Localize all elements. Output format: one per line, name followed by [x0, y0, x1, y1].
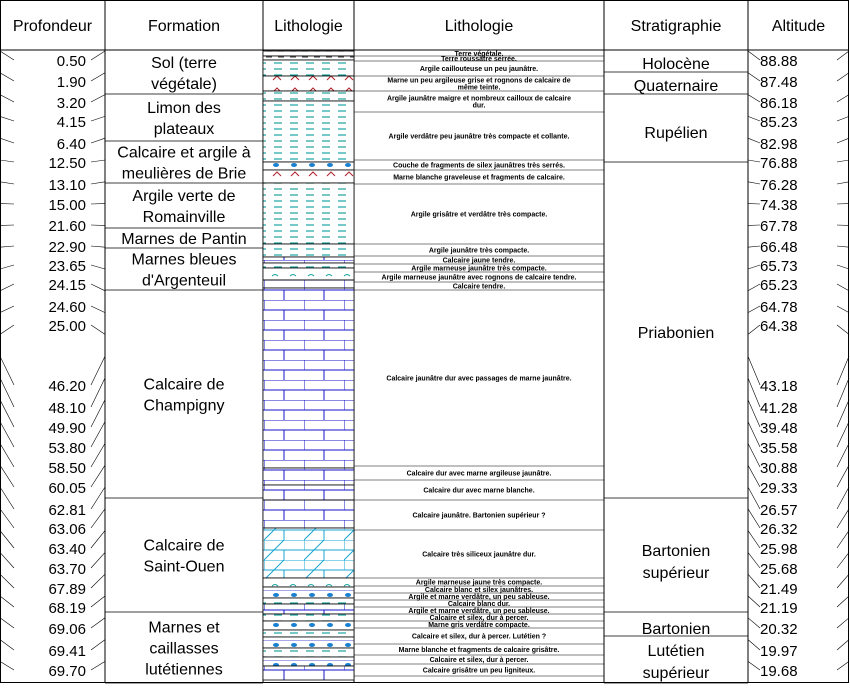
lithology-layer	[263, 630, 354, 637]
depth-tick	[0, 182, 14, 184]
depth-label: 69.70	[48, 663, 86, 680]
altitude-tick	[748, 116, 760, 121]
altitude-label: 82.98	[760, 136, 798, 153]
lithology-layer	[263, 485, 354, 500]
altitude-tick	[748, 509, 760, 528]
altitude-label: 87.48	[760, 74, 798, 91]
stratigraphy-name: supérieur	[642, 665, 710, 682]
altitude-tick	[748, 182, 760, 184]
depth-label: 58.50	[48, 460, 86, 477]
lithology-description: Argile jaunâtre très compacte.	[428, 247, 530, 255]
depth-tick	[0, 246, 14, 247]
altitude-tick	[748, 422, 760, 447]
altitude-label: 66.48	[760, 239, 798, 256]
altitude-tick	[748, 640, 760, 650]
depth-tick	[91, 640, 105, 650]
altitude-tick	[837, 182, 849, 184]
altitude-label: 65.23	[760, 277, 798, 294]
lithology-layer	[263, 528, 354, 578]
lithology-description: Calcaire très siliceux jaunâtre dur.	[422, 551, 536, 559]
formation-name: Calcaire de	[143, 376, 225, 394]
lithology-layer	[263, 183, 354, 244]
formation-name: d'Argenteuil	[142, 272, 226, 290]
depth-tick	[0, 509, 14, 528]
altitude-tick	[837, 640, 849, 650]
depth-label: 63.70	[48, 561, 86, 578]
altitude-tick	[837, 325, 849, 334]
altitude-label: 26.32	[760, 521, 798, 538]
depth-tick	[91, 465, 105, 487]
formation-name: Marnes de Pantin	[121, 231, 247, 248]
formation-name: Sol (terre	[151, 55, 217, 72]
lithology-layer	[263, 56, 354, 60]
stratigraphy-name: Holocène	[642, 56, 710, 73]
lithology-description: Argile marneuse jaunâtre avec rognons de calcaire tendre.	[381, 274, 577, 282]
altitude-tick	[748, 487, 760, 509]
lithology-description: Marne blanche et fragments de calcaire grisâtre.	[398, 647, 560, 654]
altitude-tick	[748, 465, 760, 487]
lithology-layer	[263, 91, 354, 101]
lithology-description: Calcaire grisâtre un peu ligniteux.	[422, 667, 536, 675]
altitude-label: 25.98	[760, 541, 798, 558]
altitude-tick	[837, 487, 849, 509]
altitude-tick	[837, 400, 849, 427]
depth-tick	[91, 138, 105, 143]
altitude-label: 67.78	[760, 218, 798, 235]
altitude-label: 64.38	[760, 318, 798, 335]
depth-label: 4.15	[56, 114, 86, 131]
depth-label: 3.20	[56, 95, 86, 112]
depth-tick	[0, 574, 14, 588]
depth-tick	[0, 400, 14, 427]
altitude-tick	[837, 443, 849, 467]
formation-name: Calcaire de	[143, 537, 225, 555]
lithology-description: Marne gris verdâtre compacte.	[428, 622, 530, 629]
altitude-tick	[837, 378, 849, 407]
lithology-layer	[263, 578, 354, 587]
depth-tick	[91, 443, 105, 467]
altitude-label: 29.33	[760, 480, 798, 497]
altitude-label: 74.38	[760, 197, 798, 214]
stratigraphy-name: Bartonien	[641, 543, 711, 560]
altitude-label: 19.97	[760, 643, 798, 660]
depth-tick	[91, 51, 105, 60]
lithology-layer	[263, 170, 354, 183]
depth-label: 21.60	[48, 218, 86, 235]
stratigraphy-name: Rupélien	[644, 125, 708, 142]
depth-label: 67.89	[48, 581, 86, 598]
depth-tick	[91, 618, 105, 628]
depth-tick	[0, 306, 14, 313]
altitude-tick	[748, 95, 760, 102]
formation-name: Champigny	[143, 397, 225, 415]
lithology-layer	[263, 587, 354, 598]
altitude-tick	[748, 574, 760, 588]
depth-tick	[0, 356, 14, 385]
depth-tick	[0, 531, 14, 548]
depth-label: 63.06	[48, 521, 86, 538]
lithology-description: Calcaire dur avec marne blanche.	[423, 487, 535, 495]
header-lithology-description: Lithologie	[444, 18, 514, 35]
altitude-tick	[748, 138, 760, 143]
lithology-description: Argile et marne verdâtre, un peu sableuse.	[408, 594, 550, 601]
depth-tick	[91, 246, 105, 247]
lithology-description: Calcaire et silex, dur à percer.	[429, 615, 529, 622]
formation-name: Marnes et	[148, 619, 220, 637]
altitude-tick	[748, 618, 760, 628]
altitude-tick	[837, 661, 849, 670]
depth-label: 25.00	[48, 318, 86, 335]
depth-tick	[0, 73, 14, 81]
altitude-tick	[748, 443, 760, 467]
lithology-layer	[263, 637, 354, 648]
altitude-tick	[748, 552, 760, 568]
depth-label: 6.40	[56, 136, 86, 153]
altitude-tick	[748, 378, 760, 407]
altitude-tick	[837, 284, 849, 291]
depth-tick	[91, 378, 105, 407]
lithology-description: Calcaire blanc dur.	[447, 601, 511, 608]
header-depth: Profondeur	[12, 18, 93, 35]
stratigraphy-name: Priabonien	[637, 325, 715, 342]
altitude-tick	[837, 465, 849, 487]
depth-tick	[91, 325, 105, 334]
depth-label: 12.50	[48, 155, 86, 172]
depth-label: 24.60	[48, 299, 86, 316]
depth-label: 69.41	[48, 643, 86, 660]
depth-label: 60.05	[48, 480, 86, 497]
lithology-layer	[263, 101, 354, 162]
depth-tick	[91, 422, 105, 447]
lithology-description: Calcaire jaune tendre.	[442, 257, 516, 265]
lithology-description: dur.	[472, 102, 486, 110]
altitude-tick	[748, 596, 760, 607]
lithology-description: Calcaire dur avec marne argileuse jaunâtre.	[406, 470, 552, 478]
altitude-tick	[748, 306, 760, 313]
altitude-tick	[837, 265, 849, 269]
altitude-tick	[748, 325, 760, 334]
depth-tick	[0, 552, 14, 568]
depth-tick	[0, 618, 14, 628]
lithology-description: Calcaire blanc et silex jaunâtres.	[424, 587, 534, 594]
altitude-label: 65.73	[760, 258, 798, 275]
formation-name: Romainville	[142, 209, 226, 226]
altitude-tick	[748, 356, 760, 385]
header-formation: Formation	[147, 18, 221, 35]
depth-label: 22.90	[48, 239, 86, 256]
altitude-label: 21.19	[760, 600, 798, 617]
depth-tick	[0, 265, 14, 269]
depth-tick	[91, 400, 105, 427]
depth-tick	[91, 574, 105, 588]
lithology-layer	[263, 621, 354, 630]
lithology-layer	[263, 162, 354, 170]
formation-name: Limon des	[147, 100, 221, 117]
lithology-description: Terre roussâtre serrée.	[441, 56, 517, 63]
altitude-tick	[748, 531, 760, 548]
depth-label: 63.40	[48, 541, 86, 558]
lithology-description: Argile et marne verdâtre, un peu sableuse.	[408, 608, 550, 615]
depth-label: 46.20	[48, 378, 86, 395]
depth-tick	[91, 284, 105, 291]
lithology-description: Argile grisâtre et verdâtre très compacte.	[410, 211, 548, 219]
formation-name: caillasses	[149, 640, 219, 658]
depth-tick	[91, 116, 105, 121]
lithology-layer	[263, 648, 354, 657]
stratigraphy-name: Bartonien	[641, 621, 711, 638]
altitude-tick	[837, 306, 849, 313]
depth-tick	[91, 306, 105, 313]
depth-tick	[0, 95, 14, 102]
header-stratigraphy: Stratigraphie	[630, 18, 722, 35]
depth-label: 53.80	[48, 440, 86, 457]
altitude-tick	[837, 356, 849, 385]
depth-label: 69.06	[48, 621, 86, 638]
altitude-tick	[837, 552, 849, 568]
altitude-tick	[837, 618, 849, 628]
formation-name: plateaux	[153, 121, 215, 138]
depth-label: 15.00	[48, 197, 86, 214]
altitude-label: 88.88	[760, 53, 798, 70]
altitude-tick	[837, 531, 849, 548]
lithology-description: Argile verdâtre peu jaunâtre très compacte et collante.	[388, 133, 570, 141]
depth-tick	[91, 661, 105, 670]
lithology-description: Marne blanche graveleuse et fragments de calcaire.	[393, 174, 565, 182]
lithology-description: Marne un peu argileuse grise et rognons de calcaire de	[387, 77, 571, 85]
formation-name: végétale)	[151, 76, 217, 93]
lithology-description: Calcaire et silex, dur à percer. Lutétien ?	[411, 633, 547, 641]
altitude-tick	[837, 160, 849, 162]
depth-tick	[0, 284, 14, 291]
lithology-description: Terre végétale.	[454, 51, 504, 58]
altitude-label: 43.18	[760, 378, 798, 395]
altitude-tick	[748, 661, 760, 670]
depth-tick	[91, 552, 105, 568]
lithology-layer	[263, 614, 354, 621]
altitude-label: 35.58	[760, 440, 798, 457]
lithology-layer	[263, 604, 354, 614]
lithology-layer	[263, 500, 354, 528]
depth-tick	[91, 73, 105, 81]
header-altitude: Altitude	[771, 18, 826, 35]
lithology-layer	[263, 257, 354, 263]
altitude-tick	[837, 422, 849, 447]
lithology-layer	[263, 263, 354, 268]
lithology-description: Argile caillouteuse un peu jaunâtre.	[419, 66, 539, 73]
altitude-label: 26.57	[760, 502, 798, 519]
depth-tick	[0, 51, 14, 60]
depth-tick	[91, 265, 105, 269]
altitude-label: 64.78	[760, 299, 798, 316]
depth-tick	[0, 422, 14, 447]
depth-label: 68.19	[48, 600, 86, 617]
altitude-label: 76.28	[760, 177, 798, 194]
stratigraphy-name: supérieur	[642, 565, 710, 582]
depth-tick	[91, 160, 105, 162]
depth-tick	[0, 596, 14, 607]
altitude-tick	[837, 509, 849, 528]
depth-tick	[91, 95, 105, 102]
depth-label: 0.50	[56, 53, 86, 70]
lithology-description: même teinte.	[457, 84, 501, 92]
altitude-label: 76.88	[760, 155, 798, 172]
depth-tick	[0, 138, 14, 143]
lithology-description: Couche de fragments de silex jaunâtres très serrés.	[393, 162, 565, 170]
depth-tick	[91, 487, 105, 509]
lithology-layer	[263, 468, 354, 485]
altitude-label: 19.68	[760, 663, 798, 680]
altitude-tick	[748, 73, 760, 81]
altitude-tick	[837, 138, 849, 143]
depth-tick	[0, 378, 14, 407]
altitude-tick	[748, 246, 760, 247]
depth-tick	[91, 596, 105, 607]
altitude-tick	[837, 574, 849, 588]
altitude-label: 86.18	[760, 95, 798, 112]
header-lithology-pattern: Lithologie	[274, 18, 343, 35]
depth-label: 13.10	[48, 177, 86, 194]
depth-label: 1.90	[56, 74, 86, 91]
stratigraphy-name: Lutétien	[647, 643, 705, 660]
lithology-description: Calcaire et silex, dur à percer.	[429, 657, 529, 664]
altitude-tick	[748, 51, 760, 60]
depth-tick	[0, 465, 14, 487]
altitude-label: 39.48	[760, 420, 798, 437]
altitude-tick	[748, 160, 760, 162]
lithology-description: Calcaire tendre.	[452, 283, 506, 291]
formation-name: Marnes bleues	[131, 251, 237, 269]
lithology-layer	[263, 60, 354, 76]
depth-tick	[0, 443, 14, 467]
depth-tick	[91, 509, 105, 528]
depth-tick	[0, 325, 14, 334]
depth-label: 24.15	[48, 277, 86, 294]
formation-name: lutétiennes	[145, 661, 223, 679]
altitude-label: 85.23	[760, 114, 798, 131]
altitude-tick	[837, 51, 849, 60]
altitude-label: 20.32	[760, 621, 798, 638]
altitude-label: 21.49	[760, 581, 798, 598]
lithology-description: Argile marneuse jaunâtre très compacte.	[411, 265, 547, 273]
lithology-layer	[263, 657, 354, 666]
altitude-label: 41.28	[760, 400, 798, 417]
lithology-description: Argile marneuse jaune très compacte.	[415, 579, 543, 587]
depth-tick	[0, 116, 14, 121]
altitude-tick	[837, 596, 849, 607]
lithology-layer	[263, 268, 354, 280]
depth-tick	[0, 487, 14, 509]
lithology-description: Calcaire jaunâtre. Bartonien supérieur ?	[412, 512, 546, 520]
formation-name: meulières de Brie	[121, 165, 247, 183]
altitude-tick	[748, 400, 760, 427]
lithology-layer	[263, 244, 354, 257]
formation-name: Calcaire et argile à	[117, 144, 251, 162]
depth-tick	[0, 661, 14, 670]
depth-label: 49.90	[48, 420, 86, 437]
depth-label: 62.81	[48, 502, 86, 519]
lithology-layer	[263, 280, 354, 288]
depth-tick	[0, 160, 14, 162]
stratigraphy-name: Quaternaire	[633, 78, 719, 95]
lithology-layer	[263, 598, 354, 604]
depth-tick	[91, 356, 105, 385]
lithology-layer	[263, 76, 354, 91]
altitude-label: 30.88	[760, 460, 798, 477]
lithology-description: Calcaire jaunâtre dur avec passages de marne jaunâtre.	[386, 375, 572, 383]
depth-tick	[0, 640, 14, 650]
altitude-tick	[837, 73, 849, 81]
formation-name: Saint-Ouen	[143, 558, 225, 576]
lithology-layer	[263, 51, 354, 56]
altitude-tick	[837, 95, 849, 102]
altitude-tick	[837, 246, 849, 247]
depth-tick	[91, 531, 105, 548]
altitude-tick	[748, 265, 760, 269]
altitude-tick	[837, 116, 849, 121]
altitude-label: 25.68	[760, 561, 798, 578]
lithology-layer	[263, 666, 354, 680]
lithology-description: Argile jaunâtre maigre et nombreux cailloux de calcaire	[386, 95, 572, 103]
depth-label: 23.65	[48, 258, 86, 275]
lithology-layer	[263, 288, 354, 468]
altitude-tick	[748, 284, 760, 291]
formation-name: Argile verte de	[132, 188, 236, 205]
depth-label: 48.10	[48, 400, 86, 417]
depth-tick	[91, 182, 105, 184]
